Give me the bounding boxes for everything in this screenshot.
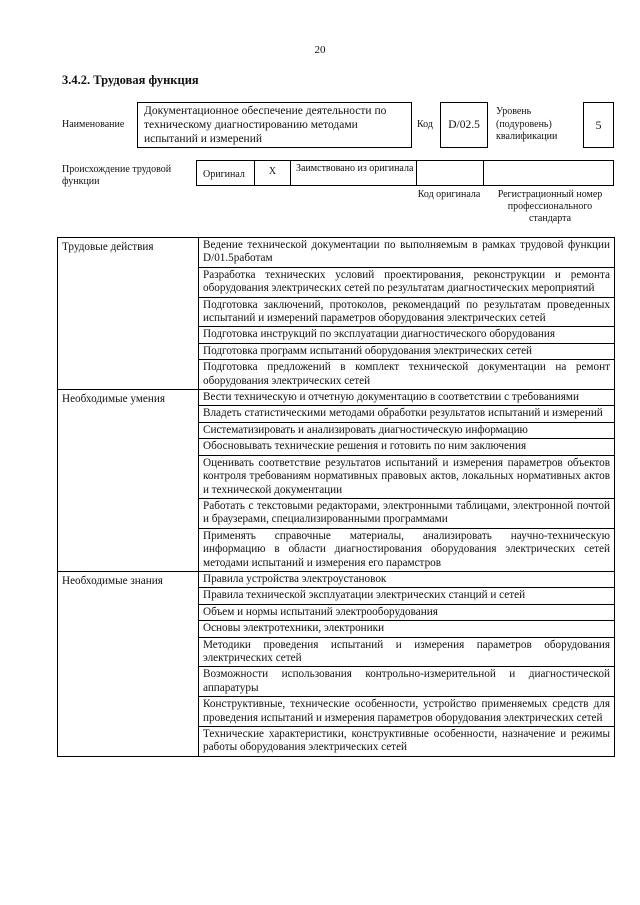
table-cell: Методики проведения испытаний и измерения параметров оборудования электрических сетей bbox=[199, 637, 615, 667]
qualification-level-box: 5 bbox=[583, 102, 614, 148]
table-cell: Вести техническую и отчетную документацию в соответствии с требованиями bbox=[199, 390, 615, 406]
category-label: Необходимые умения bbox=[58, 390, 199, 572]
table-cell: Обосновывать технические решения и готовить по ним заключения bbox=[199, 439, 615, 455]
table-cell: Применять справочные материалы, анализировать научно-техническую информацию в области диагностирования оборудования электрических сетей методами испытаний и измерения его парамстров bbox=[199, 528, 615, 571]
origin-reg-cell bbox=[484, 161, 613, 185]
table-cell: Основы электротехники, электроники bbox=[199, 621, 615, 637]
qualification-level-label: Уровень (подуровень) квалификации bbox=[496, 106, 558, 142]
section-title: 3.4.2. Трудовая функция bbox=[62, 73, 199, 87]
origin-borrowed-label: Заимствовано из оригинала bbox=[291, 161, 417, 185]
table-row bbox=[58, 390, 615, 406]
table-cell: Возможности использования контрольно-измерительной и диагностической аппаратуры bbox=[199, 667, 615, 697]
table-cell: Подготовка заключений, протоколов, рекомендаций по результатам проведенных испытаний и измерений параметров оборудования электрических сетей bbox=[199, 297, 615, 327]
name-label: Наименование bbox=[62, 119, 125, 130]
table-cell: Конструктивные, технические особенности, устройство применяемых средств для проведения испытаний и измерения параметров оборудования электрических сетей bbox=[199, 697, 615, 727]
table-cell: Подготовка программ испытаний оборудования электрических сетей bbox=[199, 343, 615, 359]
table-cell: Оценивать соответствие результатов испытаний и измерения параметров объектов контроля требованиям нормативных правовых актов, локальных нормативных актов и технической документации bbox=[199, 455, 615, 498]
code-label: Код bbox=[417, 119, 433, 130]
origin-mark: X bbox=[255, 161, 291, 185]
origin-label: Происхождение трудовой функции bbox=[62, 164, 172, 187]
table-cell: Правила технической эксплуатации электрических станций и сетей bbox=[199, 588, 615, 604]
origin-original-label: Оригинал bbox=[197, 161, 255, 185]
origin-code-cell bbox=[417, 161, 484, 185]
table-cell: Правила устройства электроустановок bbox=[199, 571, 615, 587]
page-number: 20 bbox=[314, 44, 326, 56]
category-label: Необходимые знания bbox=[58, 571, 199, 756]
table-cell: Владеть статистическими методами обработки результатов испытаний и измерений bbox=[199, 406, 615, 422]
category-label: Трудовые действия bbox=[58, 238, 199, 390]
table-cell: Подготовка инструкций по эксплуатации диагностического оборудования bbox=[199, 327, 615, 343]
table-cell: Объем и нормы испытаний электрооборудования bbox=[199, 604, 615, 620]
table-cell: Подготовка предложений в комплект технической документации на ремонт оборудования электрических сетей bbox=[199, 360, 615, 390]
function-name-box: Документационное обеспечение деятельности по техническому диагностированию методами испытаний и измерений bbox=[137, 102, 412, 148]
table-cell: Разработка технических условий проектирования, реконструкции и ремонта оборудования электрических сетей по результатам диагностических мероприятий bbox=[199, 267, 615, 297]
function-details-table bbox=[57, 237, 615, 757]
table-cell: Работать с текстовыми редакторами, электронными таблицами, электронной почтой и браузерами, специализированными программами bbox=[199, 498, 615, 528]
origin-table bbox=[196, 160, 614, 186]
table-cell: Технические характеристики, конструктивные особенности, назначение и режимы работы оборудования электрических сетей bbox=[199, 727, 615, 757]
table-row bbox=[58, 238, 615, 268]
code-caption: Код оригинала bbox=[417, 189, 481, 200]
table-cell: Ведение технической документации по выполняемым в рамках трудовой функции D/01.5работам bbox=[199, 238, 615, 268]
table-row bbox=[58, 571, 615, 587]
table-cell: Систематизировать и анализировать диагностическую информацию bbox=[199, 422, 615, 438]
reg-number-caption: Регистрационный номер профессионального стандарта bbox=[497, 189, 603, 224]
code-box: D/02.5 bbox=[440, 102, 488, 148]
